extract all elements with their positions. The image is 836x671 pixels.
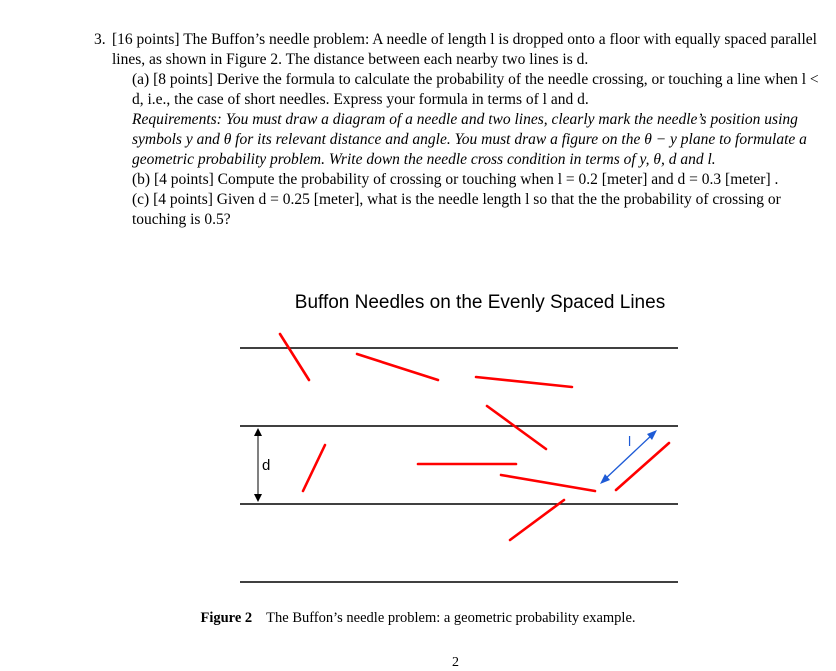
- l-dimension: [600, 430, 657, 484]
- figure-caption: [0, 610, 836, 627]
- d-dimension: [254, 428, 270, 502]
- needle: [476, 377, 572, 387]
- needle: [303, 445, 325, 491]
- page-number: 2: [452, 655, 459, 670]
- needle: [280, 334, 309, 380]
- needle: [357, 354, 438, 380]
- needle: [510, 500, 564, 540]
- part-c: (c) [4 points] Given d = 0.25 [meter], what is the needle length l so that the the probability of crossing or touching is 0.5?: [132, 191, 781, 228]
- d-label: d: [262, 457, 271, 474]
- needle: [616, 443, 669, 490]
- needle: [487, 406, 546, 449]
- caption-label: Figure 2: [200, 610, 253, 626]
- caption-text: The Buffon’s needle problem: a geometric probability example.: [266, 610, 636, 626]
- problem-intro: [16 points] The Buffon’s needle problem: A needle of length l is dropped onto a floor with equally spaced parallel lines, as shown in Figure 2. The distance between each nearby two lines is d.: [112, 31, 817, 68]
- needle: [501, 475, 595, 491]
- needles: [280, 334, 669, 540]
- part-a: (a) [8 points] Derive the formula to calculate the probability of the needle crossing, or touching a line when l < d, i.e., the case of short needles. Express your formula in terms of l and d.: [132, 71, 819, 108]
- part-b: (b) [4 points] Compute the probability of crossing or touching when l = 0.2 [meter] and d = 0.3 [meter] .: [132, 171, 779, 188]
- figure-title: Buffon Needles on the Evenly Spaced Lines: [294, 292, 666, 313]
- requirements: Requirements: You must draw a diagram of a needle and two lines, clearly mark the needle’s position using symbols y and θ for its relevant distance and angle. You must draw a figure on the θ − y plane to formulate a geometric probability problem. Write down the needle cross condition in terms of y, θ, d and l.: [132, 111, 807, 168]
- l-label: l: [628, 433, 632, 449]
- problem-number: 3.: [94, 31, 106, 48]
